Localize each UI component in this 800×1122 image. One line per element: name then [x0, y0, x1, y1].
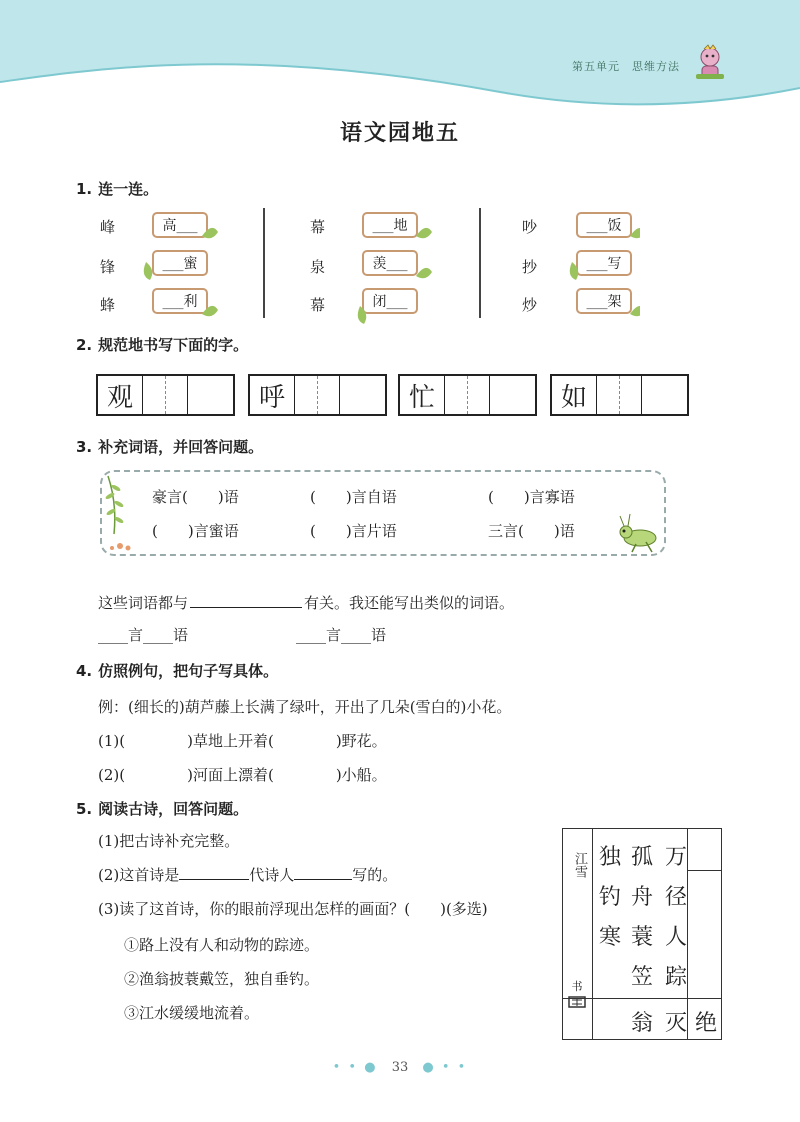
poem-c2-4: 笠 — [630, 965, 653, 990]
idiom-1-1[interactable]: 豪言( )语 — [152, 488, 239, 506]
tian-cell[interactable] — [642, 376, 687, 414]
q5-option-1[interactable]: ①路上没有人和动物的踪迹。 — [124, 936, 320, 954]
q5-sub2-c: 写的。 — [352, 866, 398, 884]
idiom-1-3[interactable]: ( )言寡语 — [488, 488, 575, 506]
q4-s1-mid: )草地上开着( — [187, 732, 274, 750]
poem-c1-1: 万 — [664, 845, 687, 870]
tian-cell[interactable] — [597, 376, 642, 414]
q5-option-3[interactable]: ③江水缓缓地流着。 — [124, 1004, 260, 1022]
poem-title: 江雪 — [572, 852, 587, 878]
q5-heading — [76, 798, 248, 819]
q3-label: 补充词语，并回答问题。 — [98, 438, 264, 456]
q1-g2-card-3[interactable]: 闭___ — [362, 288, 418, 314]
poem-c2-2: 舟 — [630, 885, 653, 910]
tian-cell[interactable] — [490, 376, 535, 414]
q3-sentence — [98, 592, 514, 613]
poem-row-line — [592, 998, 722, 999]
tian-cell[interactable] — [188, 376, 233, 414]
q5-number: 5. — [76, 800, 93, 818]
poem-c3-3: 寒 — [598, 925, 621, 950]
q4-heading — [76, 660, 278, 681]
page-footer — [0, 1060, 800, 1075]
q5-option-2[interactable]: ②渔翁披蓑戴笠，独自垂钓。 — [124, 970, 320, 988]
tian-cell[interactable] — [143, 376, 188, 414]
page-number: 33 — [391, 1060, 409, 1075]
poem-col-line — [592, 828, 593, 1040]
q4-s1-end: )野花。 — [335, 732, 387, 750]
footer-dots-right: ● • • — [422, 1060, 468, 1075]
q2-label: 规范地书写下面的字。 — [98, 336, 249, 354]
q5-sub-1: (1)把古诗补充完整。 — [98, 832, 240, 850]
q4-example: 例：(细长的)葫芦藤上长满了绿叶，开出了几朵(雪白的)小花。 — [98, 698, 512, 716]
mascot-icon — [692, 44, 728, 82]
poem-c2-3: 蓑 — [630, 925, 653, 950]
q1-label: 连一连。 — [98, 180, 159, 198]
poem-c2-5: 翁 — [630, 1011, 653, 1036]
q1-g2-left-3: 幕 — [310, 296, 326, 314]
q1-g1-card-2[interactable]: ___蜜 — [152, 250, 208, 276]
q4-number: 4. — [76, 662, 93, 680]
tian-cell[interactable] — [340, 376, 385, 414]
poem-c2-1: 孤 — [630, 845, 653, 870]
q3-answer-blank[interactable] — [190, 593, 302, 608]
poem-c3-1: 独 — [598, 845, 621, 870]
q5-sub-2 — [98, 864, 397, 885]
leaf-decorations — [140, 206, 640, 324]
q1-g3-card-2[interactable]: ___写 — [576, 250, 632, 276]
idiom-2-1[interactable]: ( )言蜜语 — [152, 522, 239, 540]
q1-g3-card-3[interactable]: ___架 — [576, 288, 632, 314]
tian-grid-4 — [550, 374, 689, 416]
poem-c1-3: 人 — [664, 925, 687, 950]
tian-char-1: 观 — [98, 376, 143, 414]
q4-s2-label: (2)( — [98, 766, 126, 784]
q1-g3-left-1: 吵 — [522, 218, 538, 236]
poem-c0-bottom: 绝 — [694, 1011, 717, 1036]
q1-g1-card-3[interactable]: ___利 — [152, 288, 208, 314]
q1-g1-left-1: 峰 — [100, 218, 116, 236]
poem-c1-2: 径 — [664, 885, 687, 910]
q3-sentence-b: 有关。我还能写出类似的词语。 — [304, 594, 515, 612]
grasshopper-icon — [616, 512, 664, 554]
q4-s2-end: )小船。 — [335, 766, 387, 784]
tian-cell[interactable] — [445, 376, 490, 414]
poem-c3-2: 钓 — [598, 885, 621, 910]
q1-g3-card-1[interactable]: ___饭 — [576, 212, 632, 238]
tian-char-4: 如 — [552, 376, 597, 414]
q1-number: 1. — [76, 180, 93, 198]
poem-c1-5: 灭 — [664, 1011, 687, 1036]
q1-heading — [76, 178, 158, 199]
q5-sub2-b: 代诗人 — [249, 866, 295, 884]
idiom-2-3[interactable]: 三言( )语 — [488, 522, 575, 540]
unit-label: 第五单元 思维方法 — [572, 60, 680, 73]
q3-number: 3. — [76, 438, 93, 456]
q4-s2-mid: )河面上漂着( — [187, 766, 274, 784]
header-wave — [0, 0, 800, 110]
q5-dynasty-blank[interactable] — [179, 865, 249, 880]
q4-sentence-2 — [98, 764, 387, 785]
q1-g1-left-3: 蜂 — [100, 296, 116, 314]
idiom-1-2[interactable]: ( )言自语 — [310, 488, 397, 506]
q1-g1-card-1[interactable]: 高___ — [152, 212, 208, 238]
q5-sub2-a: (2)这首诗是 — [98, 866, 180, 884]
q1-g2-card-1[interactable]: ___地 — [362, 212, 418, 238]
tian-cell[interactable] — [295, 376, 340, 414]
q5-label: 阅读古诗，回答问题。 — [98, 800, 249, 818]
q2-heading — [76, 334, 248, 355]
poem-c1-4: 踪 — [664, 965, 687, 990]
q1-g2-card-2[interactable]: 羡___ — [362, 250, 418, 276]
q1-g2-left-2: 泉 — [310, 258, 326, 276]
tian-grid-1 — [96, 374, 235, 416]
tian-char-3: 忙 — [400, 376, 445, 414]
q1-g3-left-2: 抄 — [522, 258, 538, 276]
page-title: 语文园地五 — [339, 120, 460, 146]
q3-heading — [76, 436, 263, 457]
q5-poet-blank[interactable] — [294, 865, 352, 880]
q1-g1-left-2: 锋 — [100, 258, 116, 276]
poem-tag: 书 — [571, 980, 583, 993]
idiom-frame — [100, 470, 666, 556]
q3-blank-1[interactable]: ____言____语 — [98, 626, 189, 644]
q3-blank-2[interactable]: ____言____语 — [296, 626, 387, 644]
willow-icon — [102, 474, 150, 554]
tian-grid-3 — [398, 374, 537, 416]
q4-s1-label: (1)( — [98, 732, 126, 750]
q4-label: 仿照例句，把句子写具体。 — [98, 662, 279, 680]
q1-g3-left-3: 炒 — [522, 296, 538, 314]
tian-grid-2 — [248, 374, 387, 416]
seal-icon — [568, 996, 586, 1008]
q5-sub-3: (3)读了这首诗，你的眼前浮现出怎样的画面？( )(多选) — [98, 900, 488, 918]
poem-row-line — [687, 870, 722, 871]
q4-sentence-1 — [98, 730, 387, 751]
footer-dots-left: • • ● — [332, 1060, 378, 1075]
q1-g2-left-1: 幕 — [310, 218, 326, 236]
q3-sentence-a: 这些词语都与 — [98, 594, 189, 612]
tian-char-2: 呼 — [250, 376, 295, 414]
q2-number: 2. — [76, 336, 93, 354]
idiom-2-2[interactable]: ( )言片语 — [310, 522, 397, 540]
